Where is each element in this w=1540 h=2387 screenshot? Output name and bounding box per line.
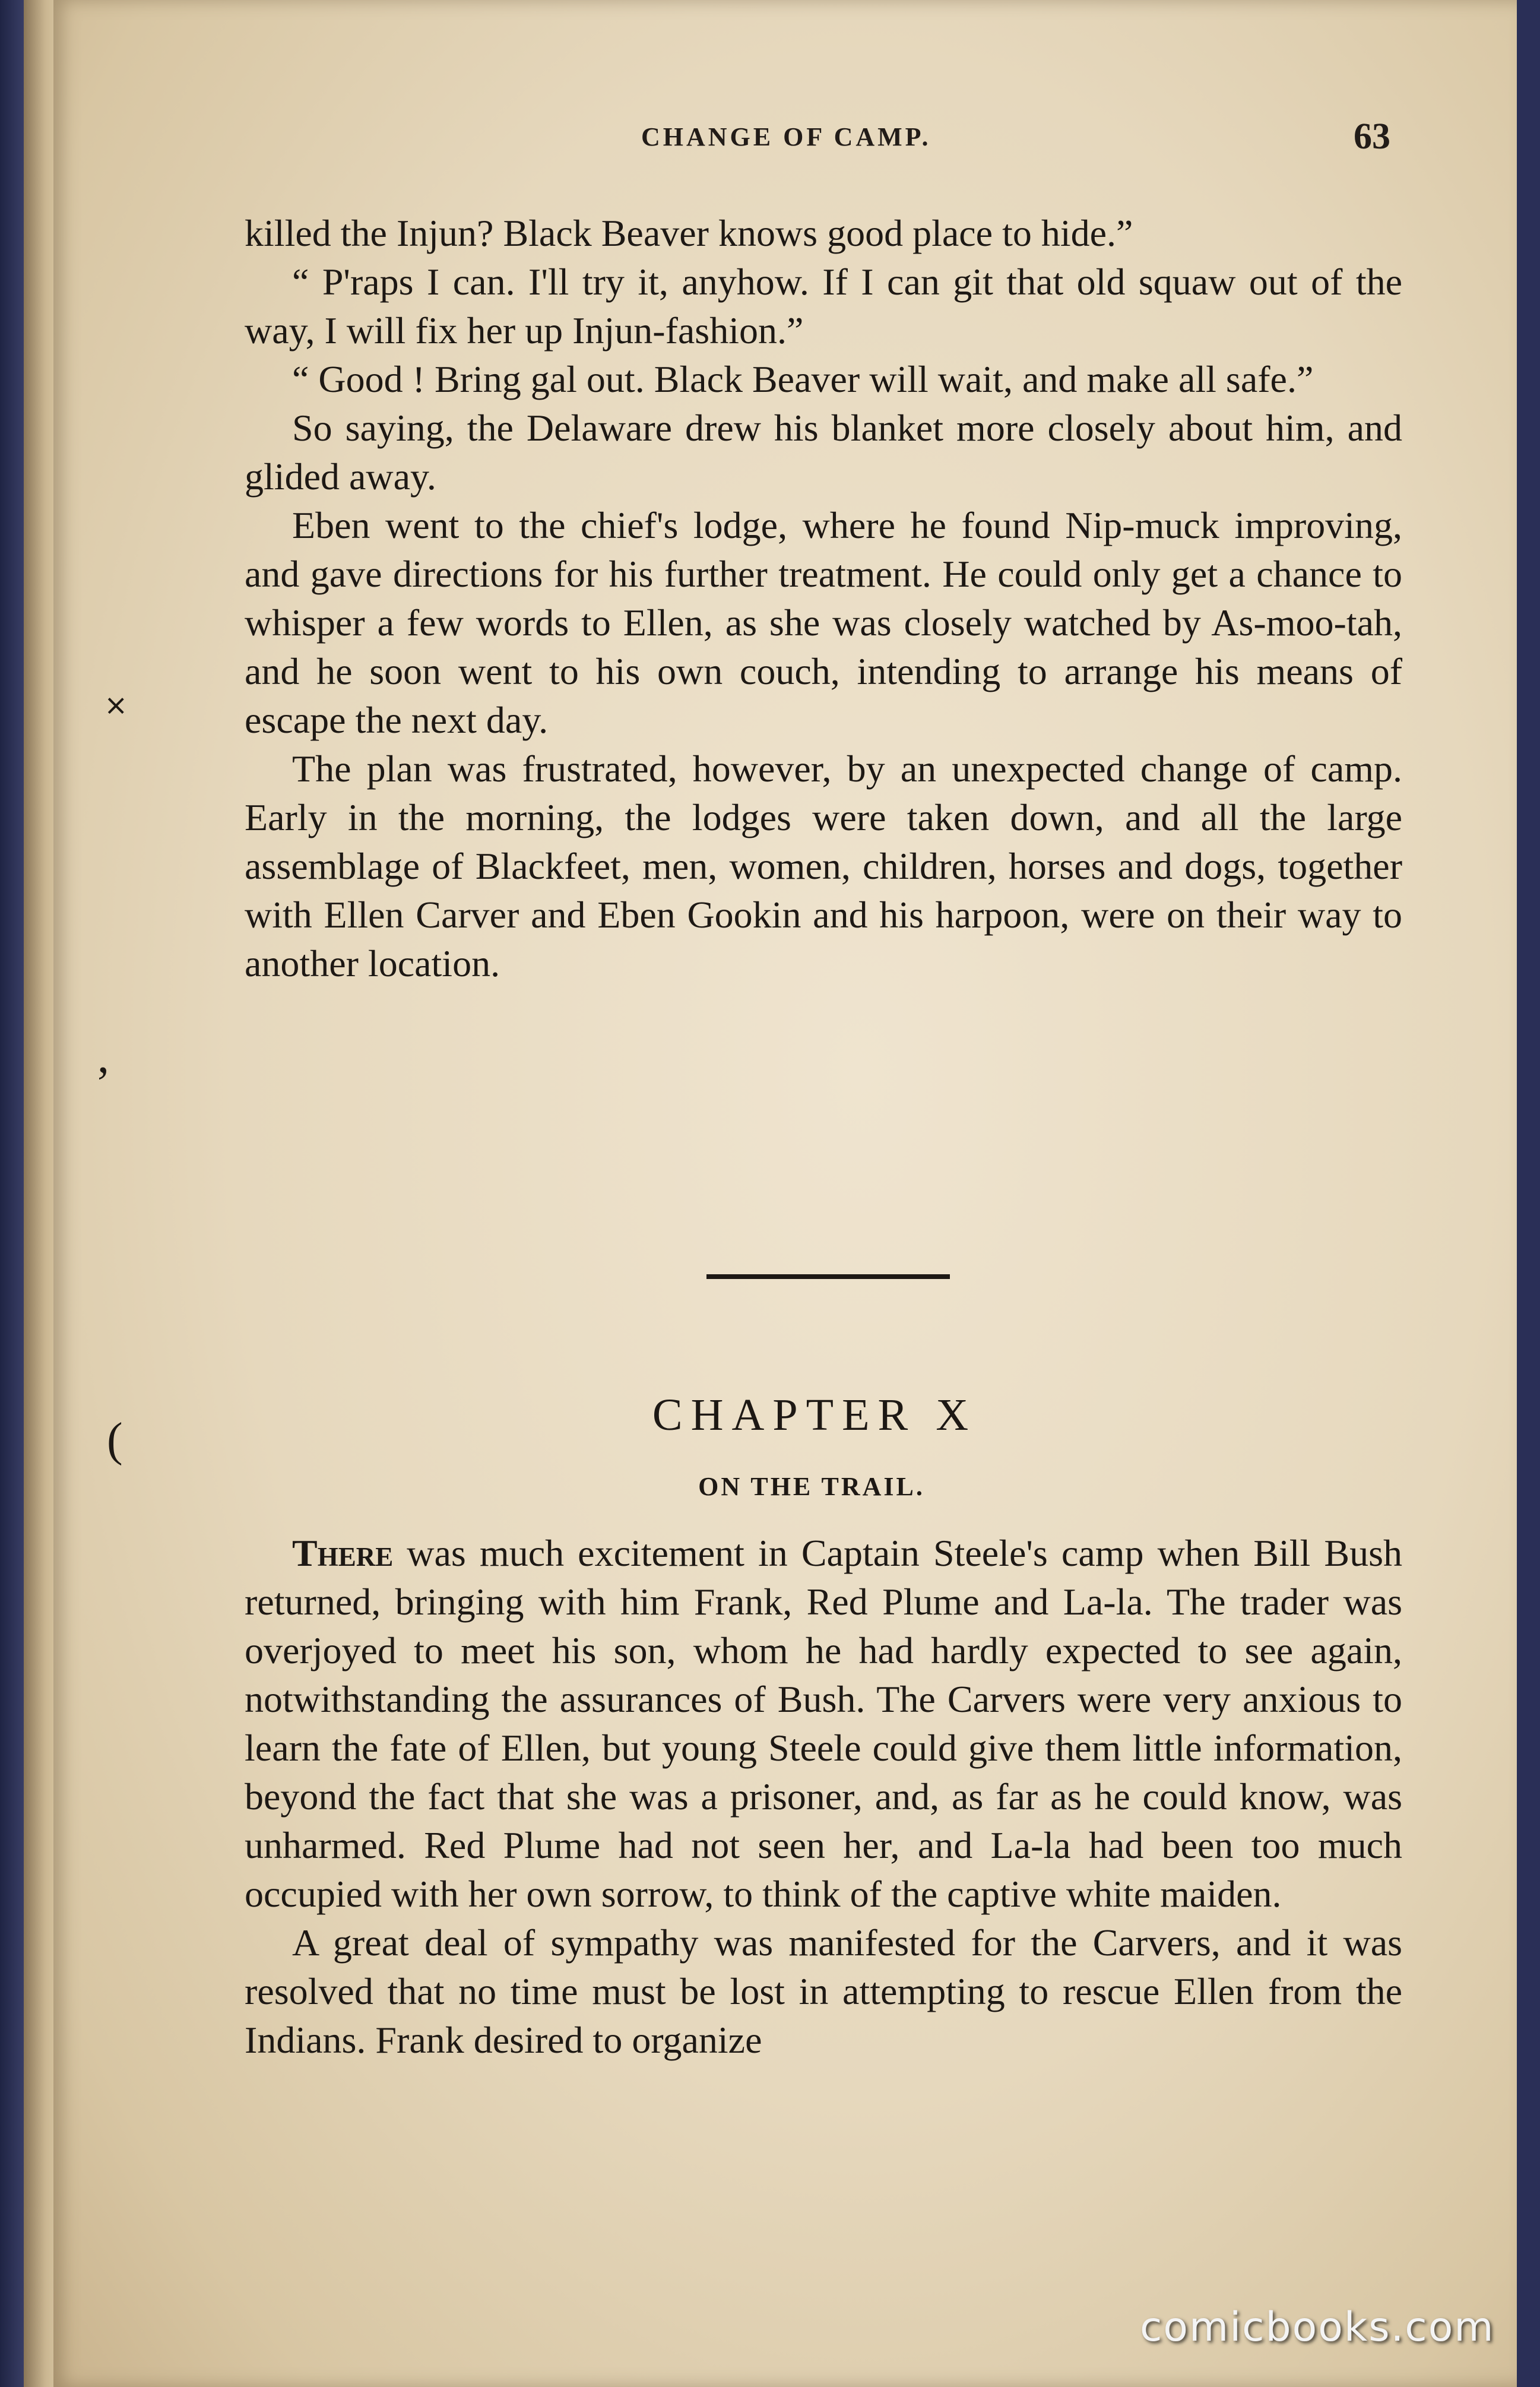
margin-pencil-mark: ˟ [107, 689, 125, 742]
paragraph: “ P'raps I can. I'll try it, anyhow. If I can git that old squaw out of the way, I will fix her up Injun-fashion.” [245, 261, 1402, 352]
watermark-text: comicbooks.com [1140, 2304, 1495, 2351]
margin-pencil-mark: ʼ [95, 1058, 111, 1110]
running-header: CHANGE OF CAMP. [641, 122, 931, 151]
opening-word: There [292, 1532, 394, 1574]
chapter-ix-ending [245, 209, 1402, 988]
paragraph [245, 1529, 1402, 1919]
paragraph: “ Good ! Bring gal out. Black Beaver will wait, and make all safe.” [292, 358, 1314, 400]
background-edge [1517, 0, 1540, 2387]
paragraph-text: was much excitement in Captain Steele's camp when Bill Bush returned, bringing with him Frank, Red Plume and La-la. The trader was overjoyed to meet his son, whom he had hardly expected to see again, notwithstanding the assurances of Bush. The Carvers were very anxious to learn the fate of Ellen, but young Steele could give them little information, beyond the fact that she was a prisoner, and, as far as he could know, was unharmed. Red Plume had not seen her, and La-la had been too much occupied with her own sorrow, to think of the captive white maiden. [245, 1532, 1402, 1915]
paragraph: Eben went to the chief's lodge, where he found Nip-muck improving, and gave directions for his further treatment. He could only get a chance to whisper a few words to Ellen, as she was closely watched by As-moo-tah, and he soon went to his own couch, intending to arrange his means of escape the next day. [245, 504, 1402, 741]
chapter-title: CHAPTER X [652, 1390, 977, 1440]
page-number: 63 [1354, 116, 1390, 157]
chapter-x-text [245, 1529, 1402, 2065]
chapter-subtitle: ON THE TRAIL. [698, 1472, 925, 1501]
margin-pencil-mark: ( [107, 1414, 123, 1466]
paragraph: killed the Injun? Black Beaver knows good place to hide.” [245, 212, 1133, 254]
section-divider-rule [706, 1274, 950, 1279]
paragraph: So saying, the Delaware drew his blanket more closely about him, and glided away. [245, 407, 1402, 498]
paragraph: The plan was frustrated, however, by an unexpected change of camp. Early in the morning, the lodges were taken down, and all the large assemblage of Blackfeet, men, women, children, horses and dogs, together with Ellen Carver and Eben Gookin and his harpoon, were on their way to another location. [245, 748, 1402, 984]
paragraph: A great deal of sympathy was manifested for the Carvers, and it was resolved that no time must be lost in attempting to rescue Ellen from the Indians. Frank desired to organize [245, 1921, 1402, 2061]
